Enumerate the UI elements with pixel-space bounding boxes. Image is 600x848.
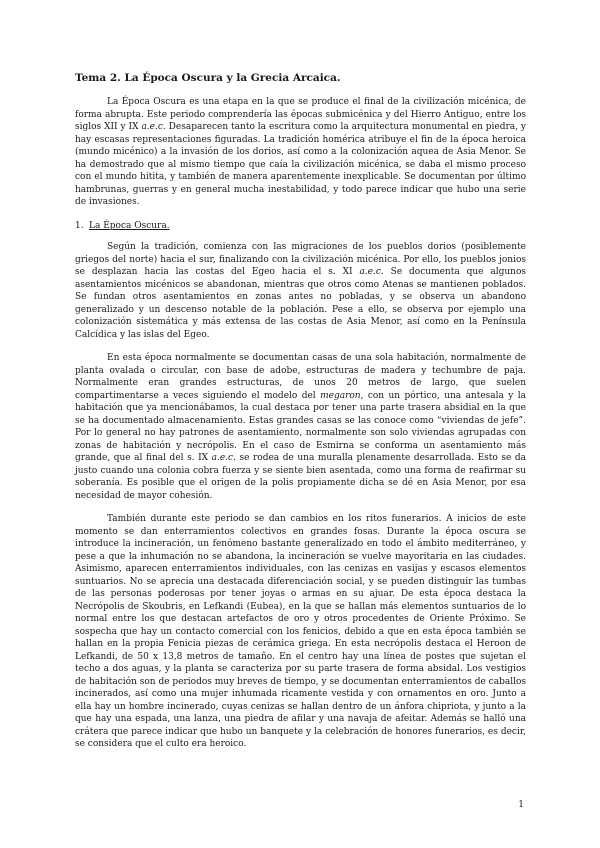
paragraph-migrations: Según la tradición, comienza con las migraciones de los pueblos dorios (posiblemente griegos del norte) hacia el sur, finalizando con la civilización micénica. Por ello, los pueblos jonios se desplazan hacia las costas del Egeo hacia el s. XI a.e.c. Se documenta que algunos asentamientos micénicos se abandonan, mientras que otros como Atenas se mantienen poblados. Se fundan otros asentamientos en zonas antes no pobladas, y se observa un abandono generalizado y un descenso notable de la población. Pese a ello, se observa por ejemplo una colonización sistemática y más extensa de las costas de Asia Menor, así como en la Península Calcídica y las islas del Egeo. <box>75 242 526 340</box>
section-title: La Época Oscura. <box>89 220 170 231</box>
paragraph-funerary-rites: También durante este periodo se dan cambios en los ritos funerarios. A inicios de este momento se dan enterramientos colectivos en grandes fosas. Durante la época oscura se introduce la incineración, un fenómeno bastante generalizado en todo el ámbito mediterráneo, y pese a que la inhumación no se abandona, la incineración se vuelve mayoritaria en las ciudades. Asimismo, aparecen enterramientos individuales, con las cenizas en vasijas y escasos elementos suntuarios. No se aprecia una destacada diferenciación social, y se pueden distinguir las tumbas de las personas poderosas por tener joyas o armas en su ajuar. De esta época destaca la Necrópolis de Skoubris, en Lefkandi (Eubea), en la que se hallan más elementos suntuarios de lo normal entre los que destacan artefactos de oro y otros procedentes de Oriente Próximo. Se sospecha que hay un contacto comercial con los fenicios, debido a que en esta época también se hallan en la propia Fenicia piezas de cerámica griega. En esta necrópolis destaca el Heroon de Lefkandi, de 50 x 13,8 metros de tamaño. En el centro hay una línea de postes que sujetan el techo a dos aguas, y la planta se caracteriza por su parte trasera de forma absidal. Los vestigios de habitación son de periodos muy breves de tiempo, y se documentan enterramientos de caballos incinerados, así como una mujer inhumada ricamente vestida y con ornamentos en oro. Junto a ella hay un hombre incinerado, cuyas cenizas se hallan dentro de un ánfora chipriota, y junto a la que hay una espada, una lanza, una piedra de afilar y una navaja de afeitar. Además se halló una crátera que parece indicar que hubo un banquete y la celebración de honores funerarios, es decir, se considera que el culto era heroico. <box>75 514 526 749</box>
document-body <box>75 72 526 762</box>
page-number: 1 <box>518 800 524 810</box>
section-heading <box>75 220 526 233</box>
intro-paragraph: La Época Oscura es una etapa en la que se produce el final de la civilización micénica, de forma abrupta. Este periodo comprendería las épocas submicénica y del Hierro Antiguo, entre los siglos XII y IX a.e.c. Desaparecen tanto la escritura como la arquitectura monumental en piedra, y hay escasas representaciones figuradas. La tradición homérica atribuye el fin de la época heroica (mundo micénico) a la invasión de los dorios, así como a la colonización aquea de Asia Menor. Se ha demostrado que al mismo tiempo que caía la civilización micénica, se daba el mismo proceso con el mundo hitita, y también de manera aparentemente inexplicable. Se documentan por último hambrunas, guerras y en general mucha inestabilidad, y todo parece indicar que hubo una serie de invasiones. <box>75 97 526 207</box>
document-title: Tema 2. La Época Oscura y la Grecia Arcaica. <box>75 72 341 84</box>
section-number: 1. <box>75 220 84 231</box>
paragraph-dwellings: En esta época normalmente se documentan casas de una sola habitación, normalmente de planta ovalada o circular, con base de adobe, estructuras de madera y techumbre de paja. Normalmente eran grandes estructuras, de unos 20 metros de largo, que suelen compartimentarse a veces siguiendo el modelo del megaron, con un pórtico, una antesala y la habitación que ya mencionábamos, la cual destaca por tener una parte trasera absidial en la que se ha documentado almacenamiento. Estas grandes casas se las conoce como “viviendas de jefe”. Por lo general no hay patrones de asentamiento, normalmente son solo viviendas agrupadas con zonas de habitación y necrópolis. En el caso de Esmirna se conforma un asentamiento más grande, que al final del s. IX a.e.c. se rodea de una muralla plenamente desarrollada. Esto se da justo cuando una colonia cobra fuerza y se siente bien asentada, como una forma de reafirmar su soberanía. Es posible que el origen de la polis propiamente dicha se dé en Asia Menor, por esa necesidad de mayor cohesión. <box>75 353 526 501</box>
